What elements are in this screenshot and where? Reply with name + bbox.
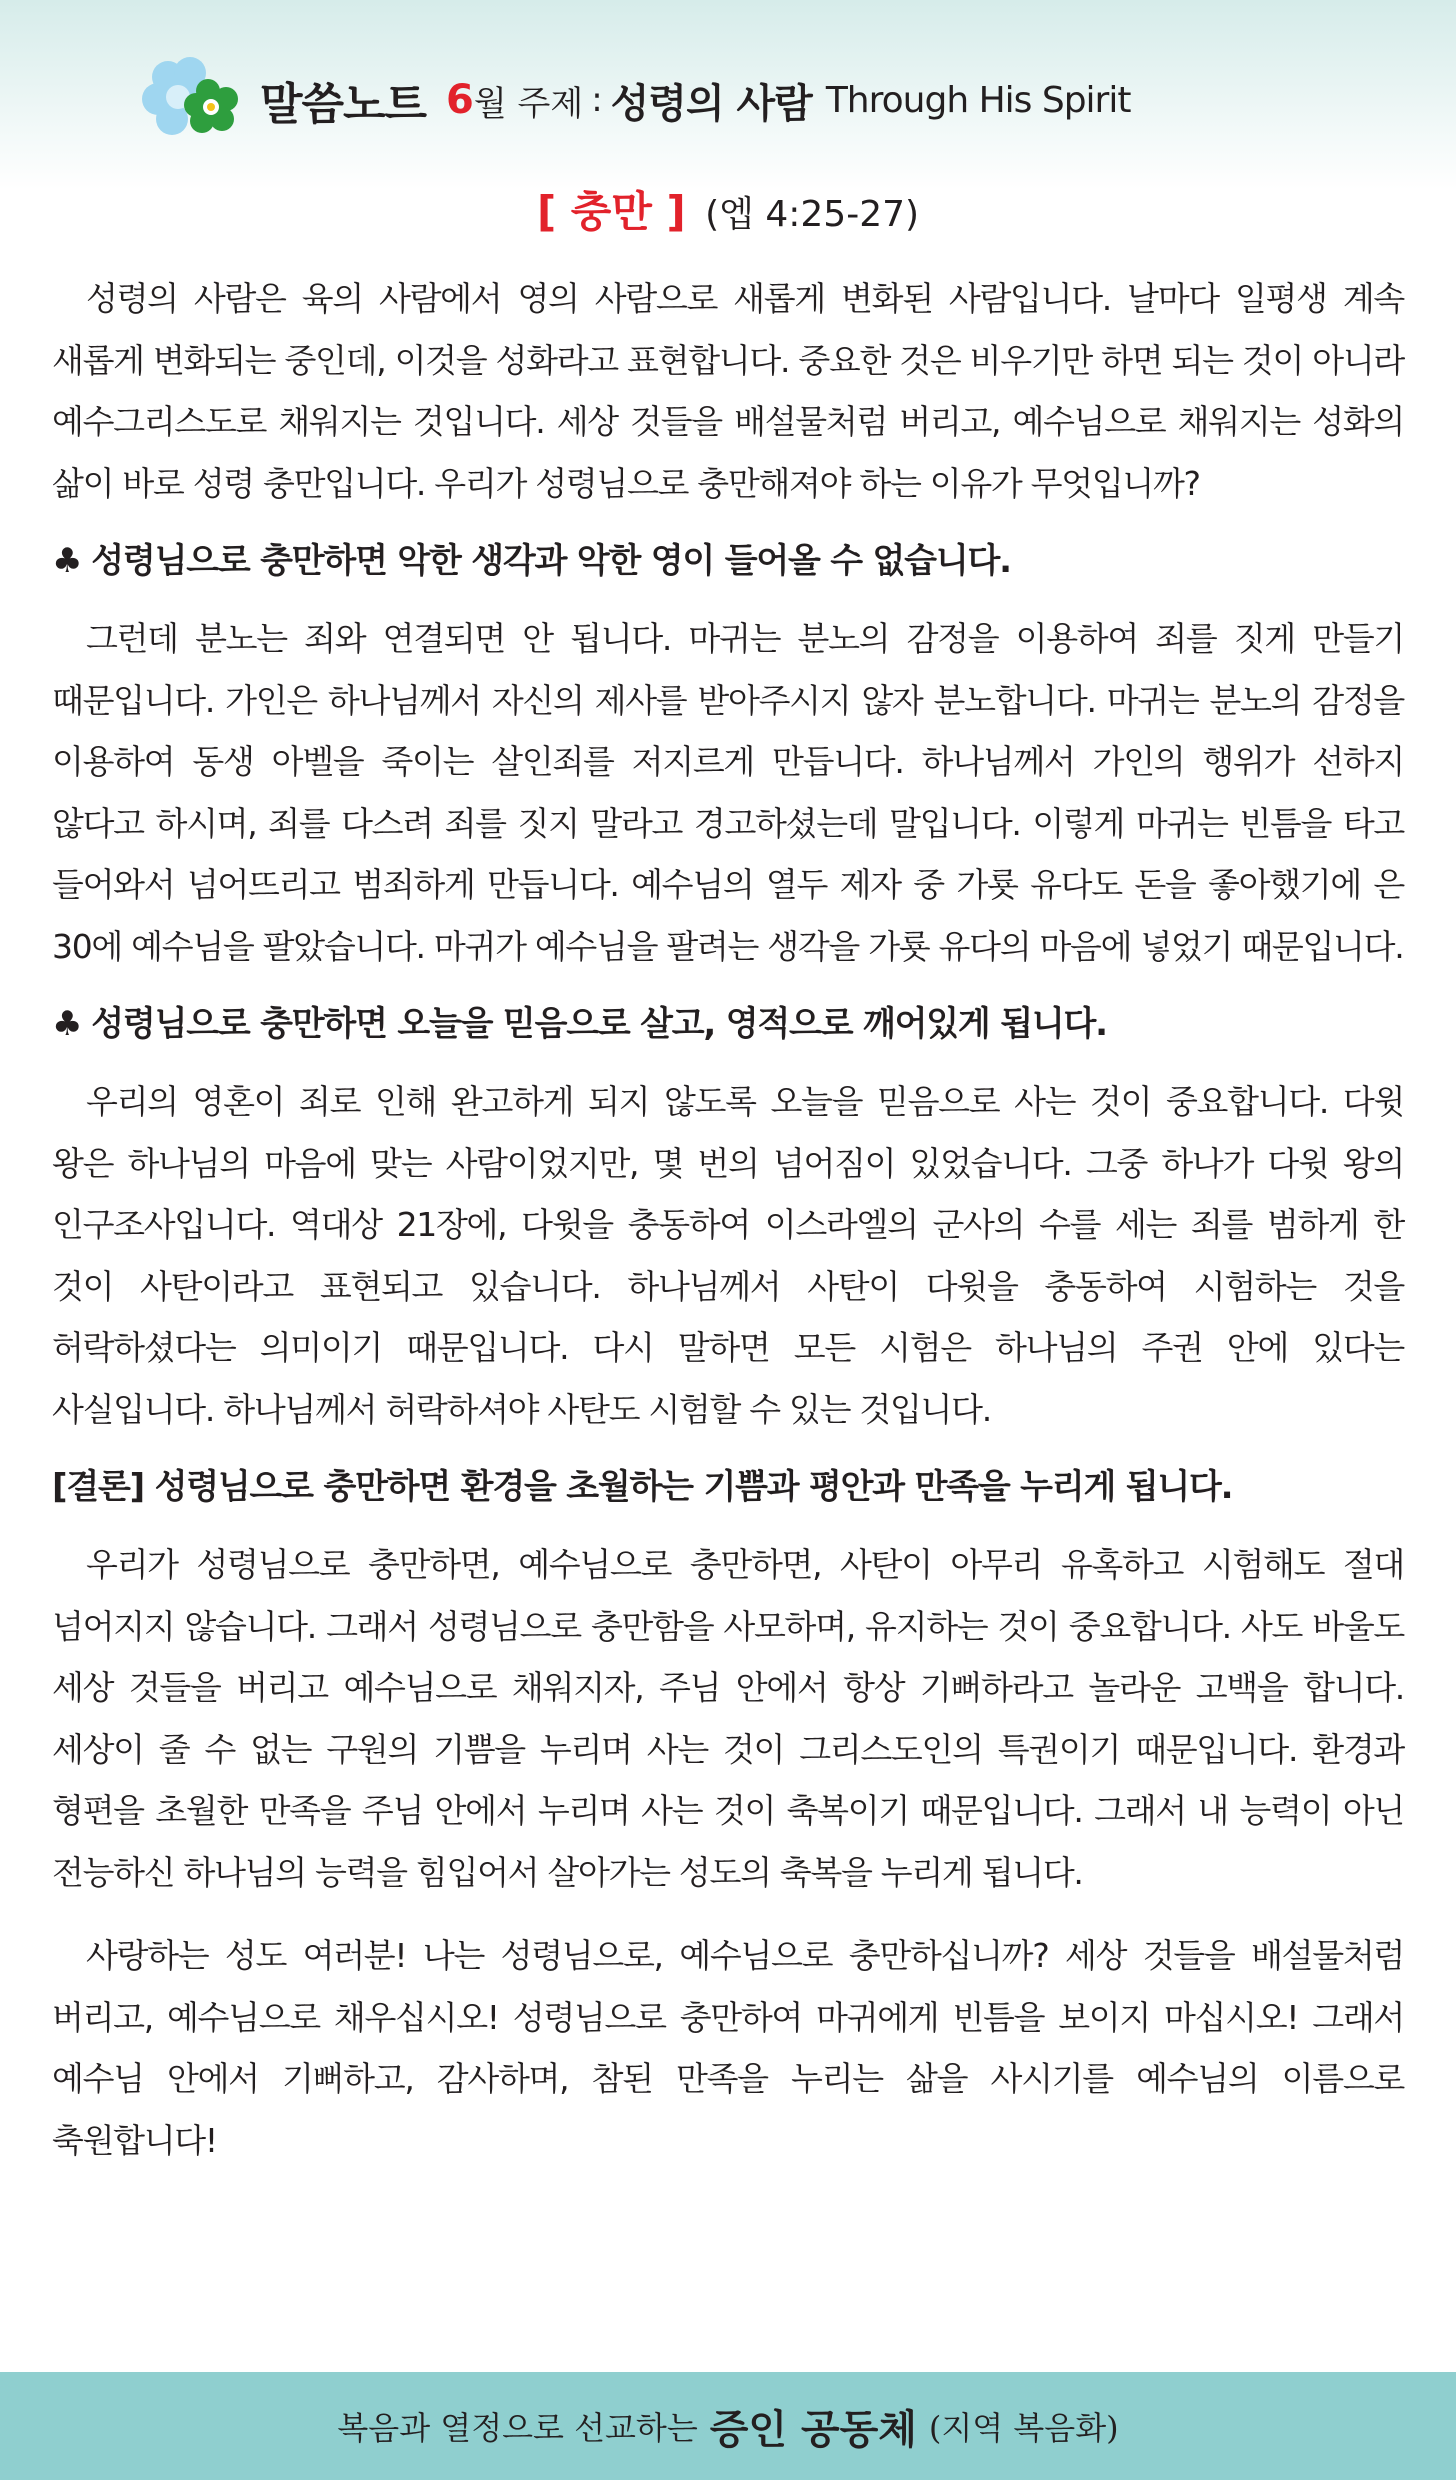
conclusion-heading-text: [결론] 성령님으로 충만하면 환경을 초월하는 기쁨과 평안과 만족을 누리게 됩니다. xyxy=(52,1467,1233,1507)
club-icon: ♣ xyxy=(52,1004,82,1044)
section-heading xyxy=(52,999,1404,1049)
header-separator: : xyxy=(591,80,603,120)
brand-title: 말씀노트 xyxy=(260,79,427,130)
footer-banner xyxy=(0,2372,1456,2480)
footer-suffix: (지역 복음화) xyxy=(928,2409,1119,2447)
page-header xyxy=(142,40,1342,160)
month-number: 6 xyxy=(446,77,474,123)
section-heading-text: 성령님으로 충만하면 오늘을 믿음으로 살고, 영적으로 깨어있게 됩니다. xyxy=(91,1004,1107,1044)
conclusion-paragraph: 우리가 성령님으로 충만하면, 예수님으로 충만하면, 사탄이 아무리 유혹하고 시험해도 절대 넘어지지 않습니다. 그래서 성령님으로 충만함을 사모하며, 유지하는 것이 중요합니다. 사도 바울도 세상 것들을 버리고 예수님으로 채워지자, 주님 안에서 항상 기뻐하라고 놀라운 고백을 합니다. 세상이 줄 수 없는 구원의 기쁨을 누리며 사는 것이 그리스도인의 특권이기 때문입니다. 환경과 형편을 초월한 만족을 주님 안에서 누리며 사는 것이 축복이기 때문입니다. 그래서 내 능력이 아닌 전능하신 하나님의 능력을 힘입어서 살아가는 성도의 축복을 누리게 됩니다. xyxy=(52,1545,1404,1892)
closing-paragraph: 사랑하는 성도 여러분! 나는 성령님으로, 예수님으로 충만하십니까? 세상 것들을 배설물처럼 버리고, 예수님으로 채우십시오! 성령님으로 충만하여 마귀에게 빈틈을 보이지 마십시오! 그래서 예수님 안에서 기뻐하고, 감사하며, 참된 만족을 누리는 삶을 사시기를 예수님의 이름으로 축원합니다! xyxy=(52,1936,1404,2160)
sermon-title xyxy=(0,182,1456,245)
theme-english: Through His Spirit xyxy=(825,79,1131,121)
conclusion-heading xyxy=(52,1462,1404,1512)
intro-paragraph: 성령의 사람은 육의 사람에서 영의 사람으로 새롭게 변화된 사람입니다. 날마다 일평생 계속 새롭게 변화되는 중인데, 이것을 성화라고 표현합니다. 중요한 것은 비우기만 하면 되는 것이 아니라 예수그리스도로 채워지는 것입니다. 세상 것들을 배설물처럼 버리고, 예수님으로 채워지는 성화의 삶이 바로 성령 충만입니다. 우리가 성령님으로 충만해져야 하는 이유가 무엇입니까? xyxy=(52,279,1404,503)
footer-prefix: 복음과 열정으로 선교하는 xyxy=(337,2409,698,2447)
footer-org-name: 증인 공동체 xyxy=(709,2405,917,2453)
section-heading xyxy=(52,536,1404,586)
section-heading-text: 성령님으로 충만하면 악한 생각과 악한 영이 들어올 수 없습니다. xyxy=(91,541,1011,581)
sermon-title-main: [ 충만 ] xyxy=(536,187,686,236)
theme-korean: 성령의 사람 xyxy=(610,80,812,127)
section-paragraph: 그런데 분노는 죄와 연결되면 안 됩니다. 마귀는 분노의 감정을 이용하여 죄를 짓게 만들기 때문입니다. 가인은 하나님께서 자신의 제사를 받아주시지 않자 분노합니다. 마귀는 분노의 감정을 이용하여 동생 아벨을 죽이는 살인죄를 저지르게 만듭니다. 하나님께서 가인의 행위가 선하지 않다고 하시며, 죄를 다스려 죄를 짓지 말라고 경고하셨는데 말입니다. 이렇게 마귀는 빈틈을 타고 들어와서 넘어뜨리고 범죄하게 만듭니다. 예수님의 열두 제자 중 가룟 유다도 돈을 좋아했기에 은 30에 예수님을 팔았습니다. 마귀가 예수님을 팔려는 생각을 가룟 유다의 마음에 넣었기 때문입니다. xyxy=(52,619,1404,966)
month-label: 월 주제 xyxy=(473,83,584,124)
scripture-reference: (엡 4:25-27) xyxy=(705,194,920,235)
sermon-content xyxy=(52,268,1404,2193)
section-paragraph: 우리의 영혼이 죄로 인해 완고하게 되지 않도록 오늘을 믿음으로 사는 것이 중요합니다. 다윗 왕은 하나님의 마음에 맞는 사람이었지만, 몇 번의 넘어짐이 있었습니다. 그중 하나가 다윗 왕의 인구조사입니다. 역대상 21장에, 다윗을 충동하여 이스라엘의 군사의 수를 세는 죄를 범하게 한 것이 사탄이라고 표현되고 있습니다. 하나님께서 사탄이 다윗을 충동하여 시험하는 것을 허락하셨다는 의미이기 때문입니다. 다시 말하면 모든 시험은 하나님의 주권 안에 있다는 사실입니다. 하나님께서 허락하셔야 사탄도 시험할 수 있는 것입니다. xyxy=(52,1082,1404,1429)
club-icon: ♣ xyxy=(52,541,82,581)
flower-logo-icon xyxy=(142,55,252,145)
